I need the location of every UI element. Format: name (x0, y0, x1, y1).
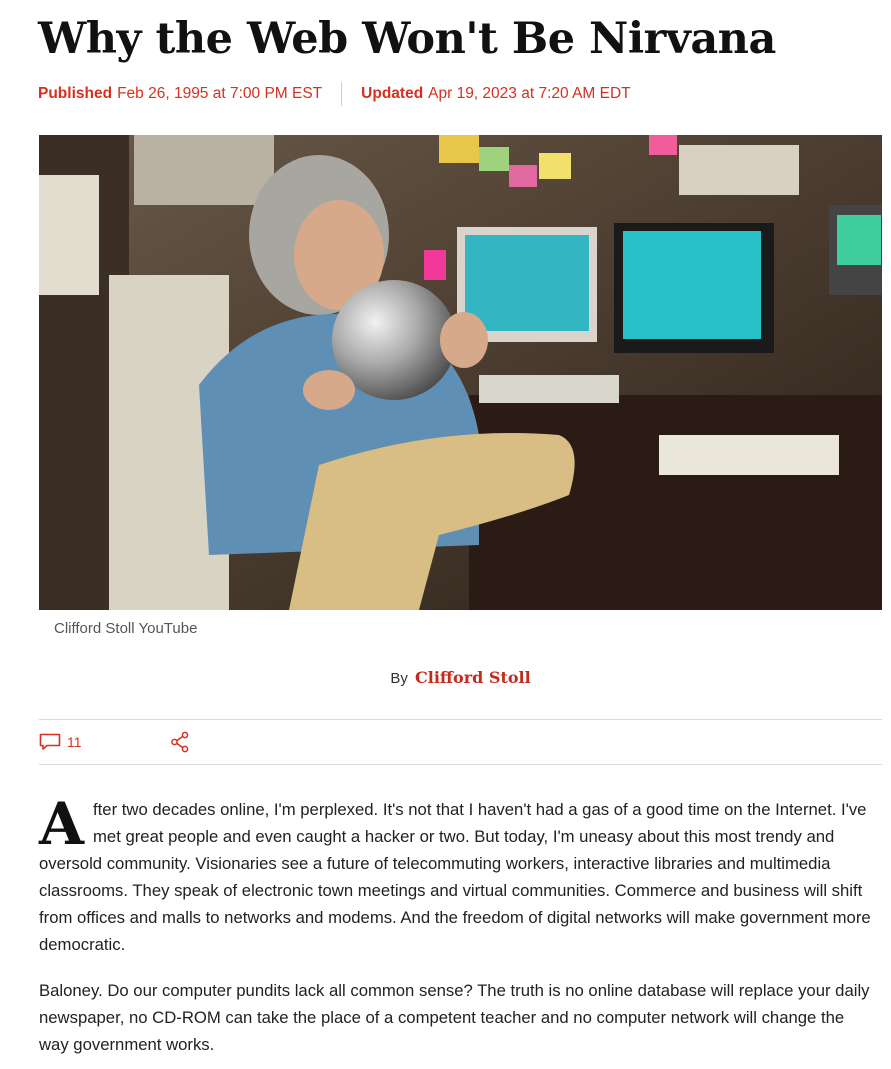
paragraph-1 (39, 790, 874, 958)
author-link[interactable]: Clifford Stoll (415, 668, 531, 687)
published-date: Feb 26, 1995 at 7:00 PM EST (117, 85, 323, 102)
paragraph-1-text: fter two decades online, I'm perplexed. It's not that I haven't had a gas of a good time on the Internet. I've met great people and even caught a hacker or two. But today, I'm uneasy about this most trendy and oversold community. Visionaries see a future of telecommuting workers, interactive libraries and multimedia classrooms. They speak of electronic town meetings and virtual communities. Commerce and business will shift from offices and malls to networks and modems. And the freedom of digital networks will make government more democratic. (39, 800, 871, 954)
hero-photo-illustration (39, 135, 882, 610)
divider-top (39, 719, 882, 720)
social-bar (39, 730, 190, 754)
byline-prefix: By (390, 670, 408, 687)
article-title: Why the Web Won't Be Nirvana (38, 14, 776, 64)
share-icon (170, 731, 190, 753)
divider-bottom (39, 764, 882, 765)
image-caption: Clifford Stoll YouTube (54, 620, 198, 637)
hero-image (39, 135, 882, 610)
updated-label: Updated (361, 85, 424, 102)
share-button[interactable] (170, 731, 190, 753)
updated-date: Apr 19, 2023 at 7:20 AM EDT (428, 85, 631, 102)
drop-cap: A (39, 790, 85, 858)
comments-button[interactable] (39, 733, 82, 751)
comment-icon (39, 733, 61, 751)
comment-count: 11 (67, 734, 82, 750)
article-body (39, 790, 874, 1069)
byline (0, 668, 891, 687)
published-label: Published (38, 85, 113, 102)
date-divider (341, 82, 342, 106)
paragraph-2: Baloney. Do our computer pundits lack all common sense? The truth is no online database will replace your daily newspaper, no CD-ROM can take the place of a competent teacher and no computer network will change the way government works. (39, 981, 870, 1054)
article-dates (38, 82, 631, 106)
